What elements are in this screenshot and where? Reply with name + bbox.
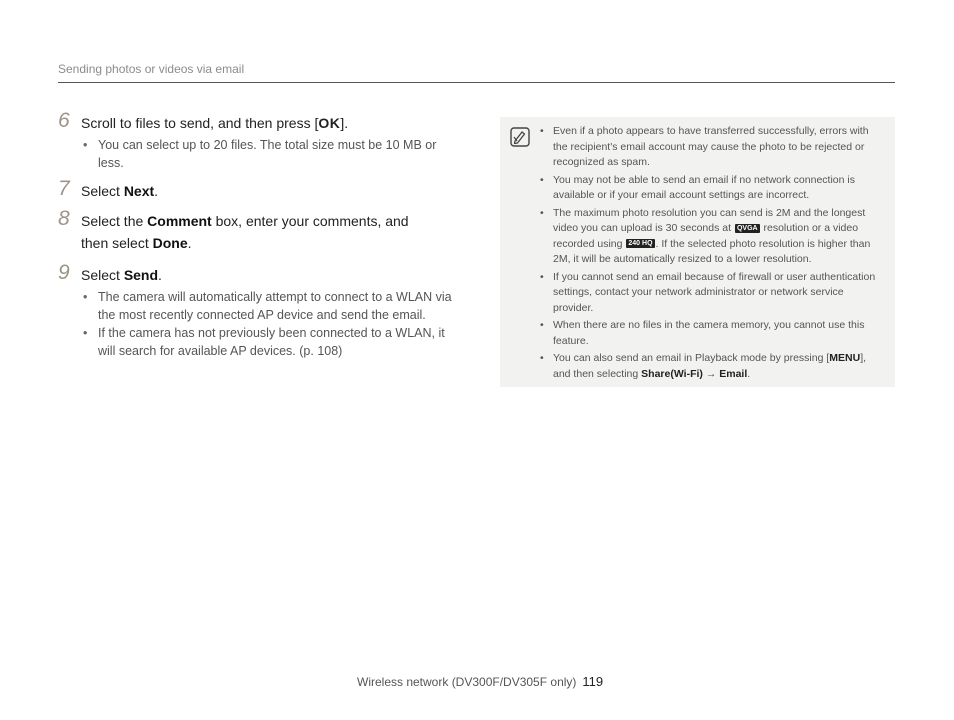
step-number: 8 bbox=[58, 207, 70, 230]
step-text-part: . bbox=[154, 183, 159, 199]
header-divider bbox=[58, 82, 895, 83]
menu-option-comment: Comment bbox=[147, 213, 212, 229]
note-item: • You may not be able to send an email if no network connection is available or if your email account settings are incorrect. bbox=[539, 173, 883, 204]
menu-option-email: Email bbox=[719, 367, 748, 380]
qvga-resolution-icon: QVGA bbox=[736, 224, 758, 232]
step-text bbox=[81, 264, 458, 286]
step-6 bbox=[58, 109, 458, 172]
step-text-part: Select bbox=[81, 183, 124, 199]
note-text-part: You can also send an email in Playback mode by pressing [ bbox=[553, 352, 830, 364]
menu-option-send: Send bbox=[123, 267, 159, 283]
menu-option-done: Done bbox=[152, 235, 188, 251]
note-text-part: resolution or a video recorded using bbox=[553, 222, 859, 250]
bullet-item: • If the camera has not previously been connected to a WLAN, it will search for available AP devices. (p. 108) bbox=[81, 324, 458, 360]
step-text bbox=[81, 180, 458, 202]
arrow-icon: → bbox=[702, 367, 720, 380]
page-header-title: Sending photos or videos via email bbox=[58, 62, 245, 76]
note-item: • Even if a photo appears to have transferred successfully, errors with the recipient's email account may cause the photo to be rejected or recognized as spam. bbox=[539, 124, 883, 171]
page-footer bbox=[357, 674, 603, 689]
bullet-item: • You can select up to 20 files. The total size must be 10 MB or less. bbox=[81, 136, 458, 172]
step-bullets bbox=[81, 136, 458, 172]
note-item bbox=[539, 206, 883, 268]
step-number: 6 bbox=[58, 109, 70, 132]
menu-key-icon: MENU bbox=[829, 352, 861, 364]
note-item: • When there are no files in the camera memory, you cannot use this feature. bbox=[539, 318, 883, 349]
note-text-part: . bbox=[747, 367, 751, 380]
step-text-part: Select bbox=[81, 267, 124, 283]
step-number: 7 bbox=[58, 177, 70, 200]
note-text-part: ], and then selecting bbox=[553, 352, 867, 380]
footer-section-title: Wireless network (DV300F/DV305F only) bbox=[357, 675, 577, 689]
step-text-part: ]. bbox=[340, 115, 349, 131]
step-bullets bbox=[81, 288, 458, 360]
step-text bbox=[81, 112, 458, 134]
menu-option-share-wifi: Share(Wi-Fi) bbox=[641, 367, 703, 380]
bullet-item: • The camera will automatically attempt to connect to a WLAN via the most recently connected AP device and send the email. bbox=[81, 288, 458, 324]
menu-option-next: Next bbox=[123, 183, 155, 199]
video-240-hq-icon: 240 HQ bbox=[628, 240, 653, 248]
step-text-part: box, enter your comments, and then select bbox=[81, 213, 409, 251]
step-text-part: Select the bbox=[81, 213, 148, 229]
ok-key-icon: OK bbox=[318, 115, 341, 131]
step-text bbox=[81, 210, 411, 254]
step-text-part: . bbox=[158, 267, 162, 283]
step-8 bbox=[58, 207, 458, 254]
steps-list bbox=[58, 109, 458, 368]
note-pencil-icon bbox=[510, 127, 528, 145]
page-number: 119 bbox=[582, 674, 604, 689]
note-text-part: . If the selected photo resolution is higher than 2M, it will be automatically resized to a lower resolution. bbox=[553, 237, 871, 265]
note-text-part: The maximum photo resolution you can send is 2M and the longest video you can upload is 30 seconds at bbox=[553, 206, 866, 234]
step-text-part: . bbox=[187, 235, 192, 251]
note-item: • If you cannot send an email because of firewall or user authentication settings, contact your network administrator or network service provider. bbox=[539, 270, 883, 317]
note-list bbox=[539, 124, 883, 384]
note-item bbox=[539, 351, 883, 382]
step-text-part: Scroll to files to send, and then press [ bbox=[81, 115, 319, 131]
note-box bbox=[500, 117, 895, 387]
step-9 bbox=[58, 261, 458, 360]
step-7 bbox=[58, 177, 458, 202]
step-number: 9 bbox=[58, 261, 70, 284]
